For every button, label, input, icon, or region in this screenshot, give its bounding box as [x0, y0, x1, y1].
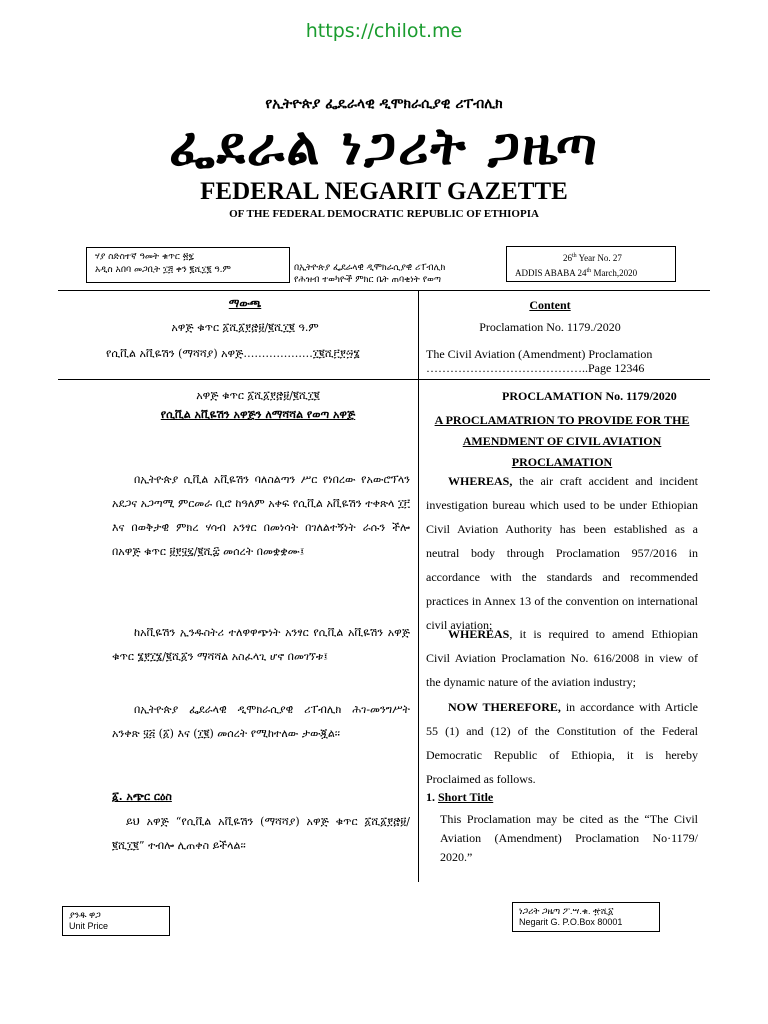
amharic-section-1-text: ይህ አዋጅ “የሲቪል አቪዬሽን (ማሻሻያ) አዋጅ ቁጥር ፩ሺ፩፻፸፱/፪ሺ፲፪” ተብሎ ሊጠቀስ ይችላል፡፡	[112, 815, 410, 852]
amharic-contents-heading: ማውጫ	[228, 297, 262, 310]
contents-entry-page: …………………………………..Page 12346	[426, 361, 645, 375]
section-1-heading	[426, 790, 626, 805]
contents-heading: Content	[529, 298, 571, 312]
proclamation-no: PROCLAMATION No. 1179/2020	[502, 389, 677, 403]
amharic-preamble-1: በኢትዮጵያ ሲቪል አቪዬሽን ባለስልጣን ሥር የነበረው የአውሮፕላን አደጋና አጋጣሚ ምርመራ ቢሮ ከዓለም አቀፍ የሲቪል አቪዬሽን ተቀጽላ ፲፫ እና በወቅታዊ ምክረ ሃሳብ አንፃር በመነሳት በገለልተኝነት ራሱን ችሎ በአዋጅ ቁጥር ፱፻፶፯/፪ሺ፰ መሰረት በመቋቋሙ፤	[112, 473, 410, 558]
preamble-2-lead: WHEREAS	[448, 627, 510, 641]
preamble-3-lead: NOW THEREFORE,	[448, 700, 561, 714]
amharic-proclamation-no: አዋጅ ቁጥር ፩ሺ፩፻፸፱/፪ሺ፲፪	[196, 389, 320, 402]
preamble-1-text: the air craft accident and incident investigation bureau which used to be under Ethiopian Civil Aviation Authority has been established as a neutral body through Proclamation 957/2016 in accordance with the standards and recommended practices in Annex 13 of the convention on international civil aviation;	[426, 474, 698, 632]
proclamation-title: A PROCLAMATRION TO PROVIDE FOR THE AMENDMENT OF CIVIL AVIATION PROCLAMATION	[434, 413, 690, 469]
po-box-amharic: ነጋሪት ጋዜጣ ፖ.ሣ.ቁ. ፹ሺ፩	[519, 906, 614, 916]
amharic-issue-line1: ሃያ ስድስተኛ ዓመት ቁጥር ፳፯	[95, 252, 195, 262]
amharic-contents-entry: የሲቪል አቪዬሽን (ማሻሻያ) አዋጅ…………….…፲፪ሺ፫፻፵፮	[106, 347, 360, 360]
section-1-text: This Proclamation may be cited as the “The Civil Aviation (Amendment) Proclamation No·1179/ 2020.”	[440, 812, 698, 864]
preamble-1	[426, 469, 698, 637]
amharic-preamble-3: በኢትዮጵያ ፌደራላዊ ዲሞክራሲያዊ ሪፐብሊክ ሕገ-መንግሥት አንቀጽ ፶፭ (፩) እና (፲፪) መሰረት የሚከተለው ታውጇል፡፡	[112, 703, 410, 740]
source-url[interactable]: https://chilot.me	[305, 20, 463, 42]
amharic-proclamation-title: የሲቪል አቪዬሽን አዋጅን ለማሻሻል የወጣ አዋጅ	[160, 408, 356, 421]
english-issue-line2: ADDIS ABABA 24th March,2020	[515, 268, 638, 278]
amharic-issue-line2: አዲስ አበባ መጋቢት ፲፭ ቀን ፪ሺ፲፪ ዓ.ም	[95, 265, 231, 275]
header-rule	[58, 290, 710, 291]
po-box	[512, 902, 660, 932]
section-1-number: 1.	[426, 790, 435, 804]
preamble-2	[426, 622, 698, 694]
unit-price-amharic: ያንዱ ዋጋ	[69, 910, 101, 920]
column-divider	[418, 290, 419, 882]
preamble-1-lead: WHEREAS,	[448, 474, 513, 488]
preamble-3-text: in accordance with Article 55 (1) and (12) of the Constitution of the Federal Democratic Republic of Ethiopia, it is hereby Proclaimed as follows.	[426, 700, 698, 786]
amharic-contents-proc-no: አዋጅ ቁጥር ፩ሺ፩፻፸፱/፪ሺ፲፪ ዓ.ም	[171, 321, 319, 334]
english-issue-box	[506, 246, 676, 282]
authority-note-line1: በኢትዮጵያ ፌደራላዊ ዲሞክራሲያዊ ሪፐብሊክ	[294, 263, 446, 273]
preamble-2-text: , it is required to amend Ethiopian Civil Aviation Proclamation No. 616/2008 in view of the dynamic nature of the aviation industry;	[426, 627, 698, 689]
english-issue-line1: 26th Year No. 27	[563, 253, 622, 263]
authority-note-line2: የሕዝብ ተወካዮች ምክር ቤት ጠባቂነት የወጣ	[294, 275, 441, 285]
amharic-preamble-2: ከአቪዬሽን ኢንዱስትሪ ተለዋዋጭነት አንፃር የሲቪል አቪዬሽን አዋጅ ቁጥር ፮፻፲፮/፪ሺ፩ን ማሻሻል አስፈላጊ ሆኖ በመገኘቱ፤	[112, 626, 410, 663]
gazette-subtitle: OF THE FEDERAL DEMOCRATIC REPUBLIC OF ETHIOPIA	[229, 208, 539, 220]
contents-rule	[58, 379, 710, 380]
unit-price-label: Unit Price	[69, 921, 109, 931]
amharic-section-1-heading: ፩. አጭር ርዕስ	[112, 790, 172, 803]
contents-entry-title: The Civil Aviation (Amendment) Proclamation	[426, 347, 653, 361]
po-box-label: Negarit G. P.O.Box 80001	[519, 917, 623, 927]
unit-price-box	[62, 906, 170, 936]
section-1-title: Short Title	[438, 790, 494, 804]
amharic-issue-box	[86, 247, 290, 283]
preamble-3	[426, 695, 698, 791]
authority-note	[294, 262, 504, 286]
gazette-title: FEDERAL NEGARIT GAZETTE	[200, 178, 568, 205]
amharic-republic-name: የኢትዮጵያ ፌዴራላዊ ዲሞክራሲያዊ ሪፐብሊክ	[265, 96, 503, 112]
amharic-gazette-title: ፌደራል ነጋሪት ጋዜጣ	[169, 116, 599, 177]
contents-proc-no: Proclamation No. 1179./2020	[479, 320, 621, 334]
